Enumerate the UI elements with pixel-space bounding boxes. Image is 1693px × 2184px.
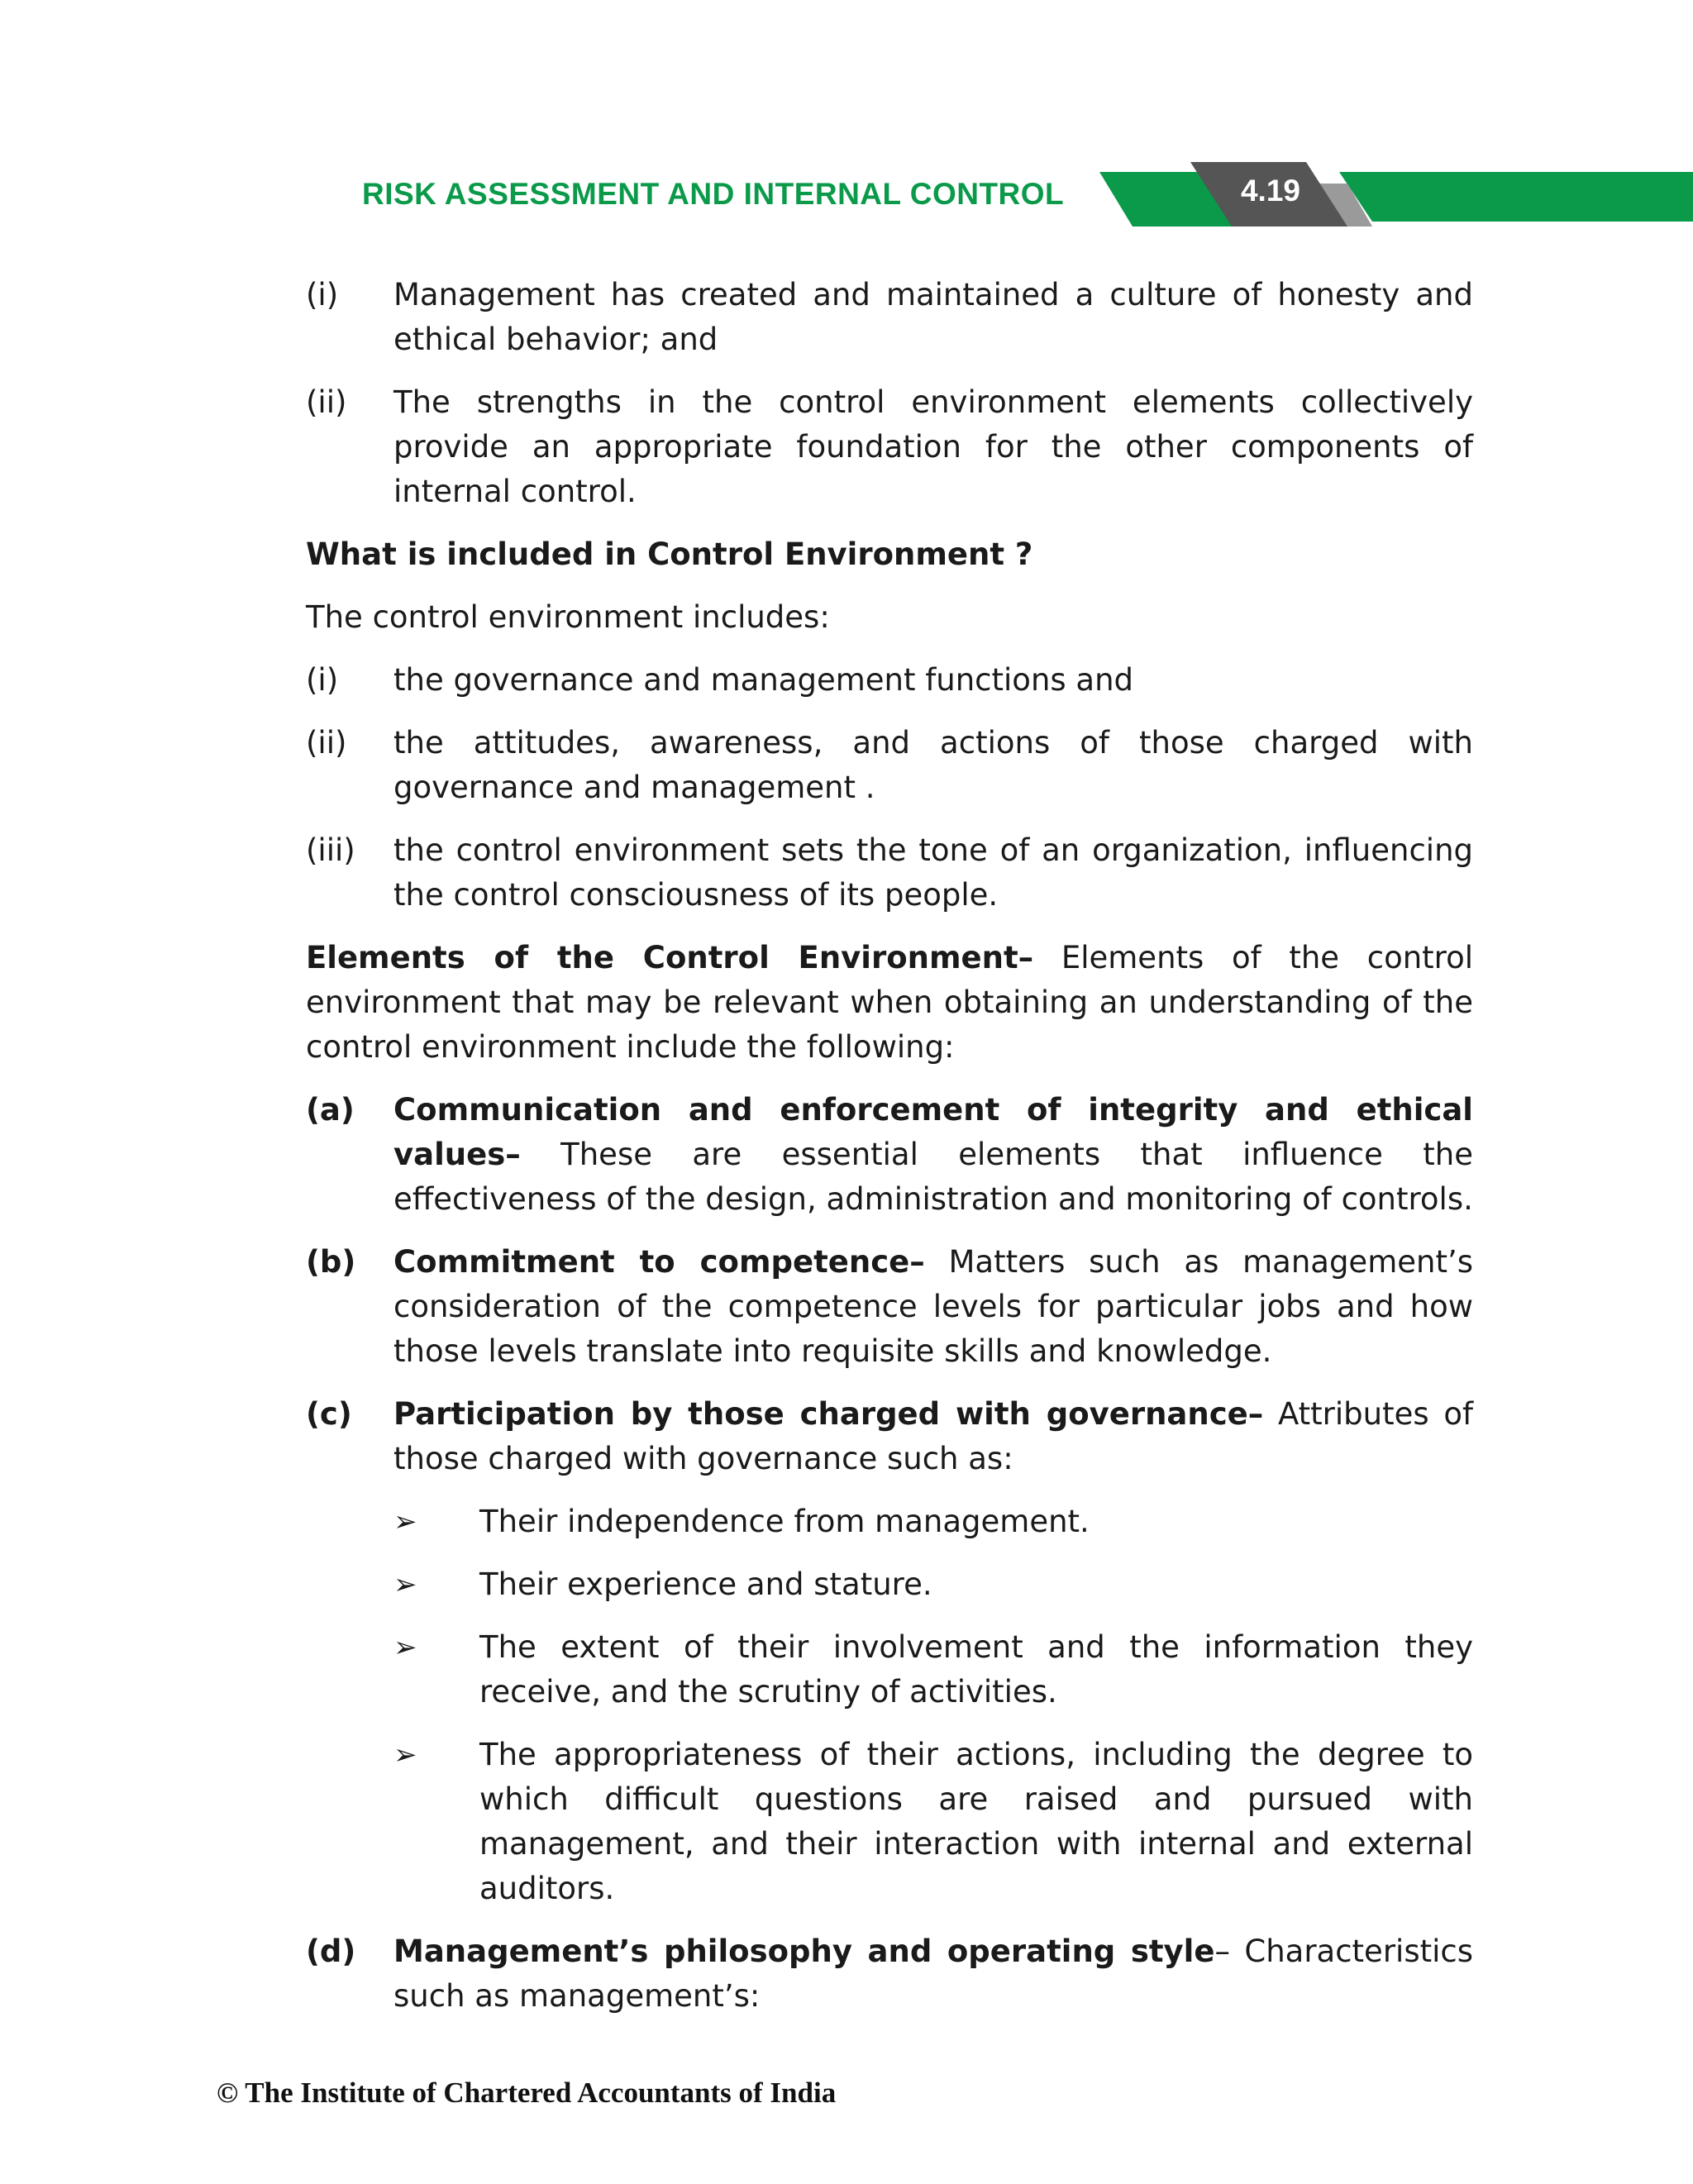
bullet-text: Their independence from management.: [479, 1504, 1090, 1539]
includes-item: [306, 828, 1473, 918]
item-label: (i): [306, 662, 339, 698]
item-text: Matters such as management’s consideration of the competence levels for particular jobs and how those levels translate into requisite skills and knowledge.: [393, 1244, 1473, 1369]
arrow-bullet-icon: ➢: [393, 1631, 417, 1664]
item-label: (b): [306, 1244, 356, 1280]
element-item-d: [306, 1929, 1473, 2019]
element-item-a: [306, 1088, 1473, 1222]
element-item-b: [306, 1240, 1473, 1374]
intro-item: [306, 273, 1473, 362]
bullet-text: The extent of their involvement and the information they receive, and the scrutiny of activities.: [479, 1629, 1473, 1710]
arrow-bullet-icon: ➢: [393, 1505, 417, 1538]
list-item: [393, 1562, 1473, 1607]
green-band-right: [1339, 172, 1693, 222]
item-label: (i): [306, 277, 339, 312]
item-text: the control environment sets the tone of an organization, influencing the control consciousness of its people.: [393, 832, 1473, 913]
intro-item: [306, 380, 1473, 514]
item-text: These are essential elements that influence the effectiveness of the design, administration and monitoring of controls.: [393, 1137, 1473, 1217]
item-label: (d): [306, 1934, 356, 1969]
governance-attributes-list: [306, 1500, 1473, 1911]
item-label: (ii): [306, 384, 347, 420]
section-heading: What is included in Control Environment ?: [306, 536, 1033, 572]
item-lead: Communication and enforcement of integrity and ethical values–: [393, 1092, 1473, 1172]
item-text: The strengths in the control environment elements collectively provide an appropriate foundation for the other components of internal control.: [393, 384, 1473, 509]
elements-lead: Elements of the Control Environment–: [306, 940, 1034, 975]
arrow-bullet-icon: ➢: [393, 1568, 417, 1601]
item-text: – Characteristics such as management’s:: [393, 1934, 1473, 2014]
list-item: [393, 1500, 1473, 1544]
list-item: [393, 1733, 1473, 1911]
list-item: [393, 1625, 1473, 1714]
item-lead: Management’s philosophy and operating style: [393, 1934, 1215, 1969]
item-text: the attitudes, awareness, and actions of those charged with governance and management .: [393, 725, 1473, 805]
copyright-footer: © The Institute of Chartered Accountants of India: [217, 2077, 837, 2109]
elements-text: Elements of the control environment that may be relevant when obtaining an understanding of the control environment include the following:: [306, 940, 1473, 1065]
item-label: (a): [306, 1092, 355, 1128]
item-label: (ii): [306, 725, 347, 761]
elements-paragraph: [306, 936, 1473, 1070]
page-content: [306, 273, 1473, 2019]
item-label: (c): [306, 1396, 352, 1432]
includes-intro: The control environment includes:: [306, 599, 830, 635]
element-item-c: [306, 1392, 1473, 1481]
includes-item: [306, 658, 1473, 703]
arrow-bullet-icon: ➢: [393, 1738, 417, 1772]
bullet-text: The appropriateness of their actions, including the degree to which difficult questions are raised and pursued with management, and their interaction with internal and external auditors.: [479, 1737, 1473, 1906]
header-band: [1099, 162, 1693, 236]
chapter-title: RISK ASSESSMENT AND INTERNAL CONTROL: [362, 177, 1065, 211]
bullet-text: Their experience and stature.: [479, 1566, 932, 1602]
item-text: Management has created and maintained a culture of honesty and ethical behavior; and: [393, 277, 1473, 357]
item-text: the governance and management functions and: [393, 662, 1134, 698]
item-lead: Commitment to competence–: [393, 1244, 925, 1280]
includes-item: [306, 721, 1473, 810]
item-text: Attributes of those charged with governance such as:: [393, 1396, 1473, 1476]
item-label: (iii): [306, 832, 355, 868]
item-lead: Participation by those charged with governance–: [393, 1396, 1264, 1432]
page-number: 4.19: [1240, 174, 1300, 207]
